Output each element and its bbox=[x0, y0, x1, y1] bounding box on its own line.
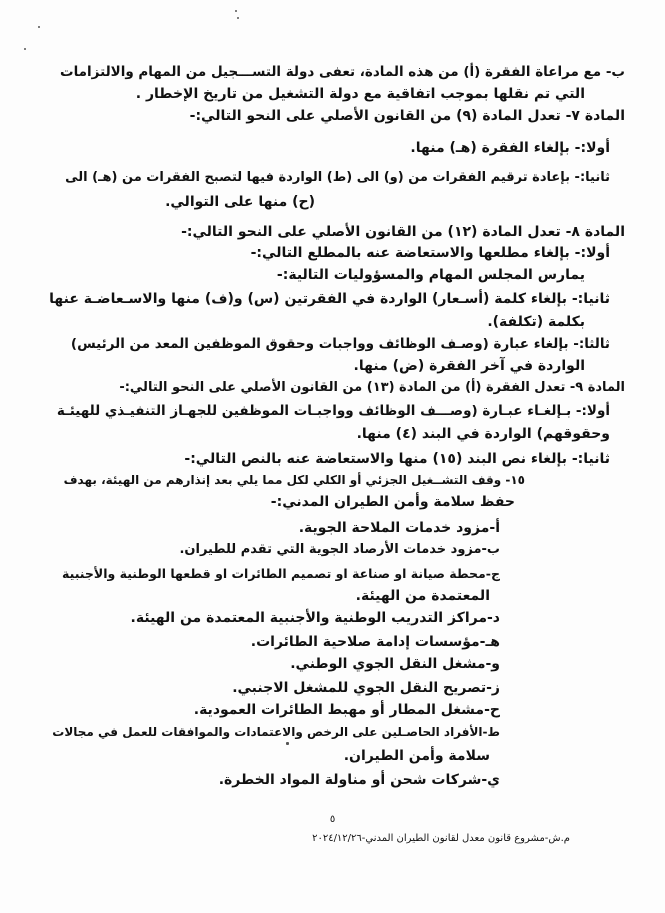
text-line: حفظ سلامة وأمن الطيران المدني:- bbox=[270, 494, 515, 510]
footer-reference: م.ش-مشروع قانون معدل لقانون الطيران المدني-٢٠٢٤/١٢/٢٦ bbox=[312, 833, 570, 844]
scan-speck bbox=[24, 48, 26, 50]
text-line: ز-تصريح النقل الجوي للمشغل الاجنبي. bbox=[232, 680, 500, 696]
text-line: أ-مزود خدمات الملاحة الجوية. bbox=[298, 520, 500, 536]
text-line: المعتمدة من الهيئة. bbox=[355, 588, 490, 604]
text-line: ثانيا:- بإلغاء كلمة (أسـعار) الواردة في الفقرتين (س) و(ف) منها والاسـعاضـة عنها bbox=[49, 291, 610, 307]
text-line: ب-مزود خدمات الأرصاد الجوية التي تقدم للطيران. bbox=[179, 542, 500, 557]
text-line: وحقوقهم) الواردة في البند (٤) منها. bbox=[356, 426, 610, 442]
text-line: ثالثا:- بإلغاء عبارة (وصـف الوظائف وواجبات وحقوق الموظفين المعد من الرئيس) bbox=[70, 336, 610, 352]
text-line: و-مشغل النقل الجوي الوطني. bbox=[290, 656, 500, 672]
text-line: ط-الأفراد الحاصـلين على الرخص والاعتمادات والموافقات للعمل في مجالات bbox=[52, 725, 500, 739]
text-line: ١٥- وقف التشــغيل الجزئي أو الكلي لكل مما يلي بعد إنذارهم من الهيئة، بهدف bbox=[63, 473, 525, 487]
text-line: د-مراكز التدريب الوطنية والأجنبية المعتمدة من الهيئة. bbox=[130, 610, 500, 626]
text-line: المادة ٧- تعدل المادة (٩) من القانون الأصلي على النحو التالي:- bbox=[189, 108, 625, 124]
text-line: المادة ٩- تعدل الفقرة (أ) من المادة (١٣) من القانون الأصلي على النحو التالي:- bbox=[119, 380, 625, 395]
text-line: المادة ٨- تعدل المادة (١٢) من القانون الأصلي على النحو التالي:- bbox=[181, 224, 625, 240]
scan-speck bbox=[237, 17, 239, 19]
text-line: ي-شركات شحن أو مناولة المواد الخطرة. bbox=[218, 772, 500, 788]
text-line: أولا:- بإلغاء مطلعها والاستعاضة عنه بالمطلع التالي:- bbox=[250, 245, 610, 261]
text-line: بكلمة (تكلفة). bbox=[487, 314, 585, 330]
scan-speck bbox=[286, 742, 289, 745]
scan-speck bbox=[38, 26, 40, 28]
text-line: هـ-مؤسسات إدامة صلاحية الطائرات. bbox=[250, 634, 500, 650]
text-line: الواردة في آخر الفقرة (ض) منها. bbox=[353, 358, 585, 374]
text-line: أولا:- بإلغاء الفقرة (هـ) منها. bbox=[410, 140, 610, 156]
text-line: ح-مشغل المطار أو مهبط الطائرات العمودية. bbox=[193, 702, 500, 718]
text-line: سلامة وأمن الطيران. bbox=[343, 748, 490, 764]
text-line: ب- مع مراعاة الفقرة (أ) من هذه المادة، تعفى دولة التســـجيل من المهام والالتزامات bbox=[60, 64, 625, 80]
text-line: أولا:- بـإلغـاء عبـارة (وصـــف الوظائف وواجبـات الموظفين للجهـاز التنفيـذي للهيئـة bbox=[56, 403, 610, 419]
text-line: ثانيا:- بإلغاء نص البند (١٥) منها والاستعاضة عنه بالنص التالي:- bbox=[184, 451, 610, 467]
text-line: يمارس المجلس المهام والمسؤوليات التالية:- bbox=[276, 267, 585, 283]
text-line: (ح) منها على التوالي. bbox=[165, 194, 315, 210]
text-line: ثانيا:- بإعادة ترقيم الفقرات من (و) الى (ط) الواردة فيها لتصبح الفقرات من (هـ) الى bbox=[65, 170, 610, 185]
page-number: ٥ bbox=[329, 814, 336, 825]
scan-speck bbox=[235, 10, 237, 12]
text-line: التي تم نقلها بموجب اتفاقية مع دولة التشغيل من تاريخ الإخطار . bbox=[135, 86, 585, 102]
text-line: ج-محطة صيانة او صناعة او تصميم الطائرات او قطعها الوطنية والأجنبية bbox=[62, 566, 500, 581]
